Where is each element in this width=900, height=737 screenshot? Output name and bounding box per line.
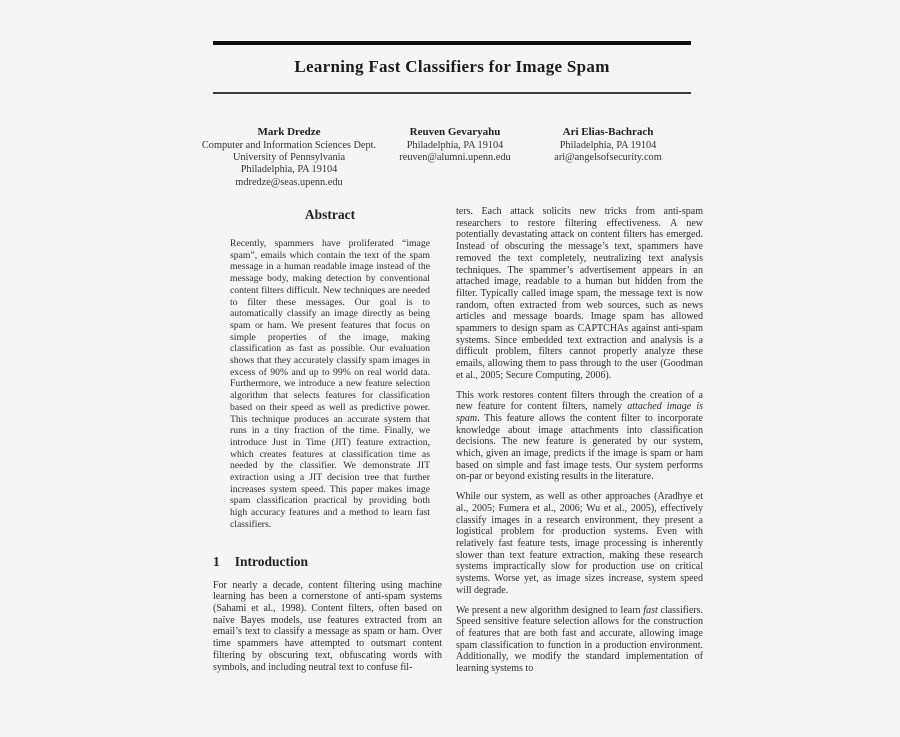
author-block-ari-elias-bachrach xyxy=(517,126,699,164)
section-number: 1 xyxy=(213,553,220,569)
italic-phrase: attached image is spam xyxy=(456,401,703,424)
title-rule-bottom xyxy=(213,92,691,94)
paragraph-text: classifiers. Speed sensitive feature selection allows for the construction of features that are both fast and accurate, allowing image spam classification to function in a production environment. Additionally, we modify the standard implementation of learning systems to xyxy=(456,604,703,675)
author-department: Computer and Information Sciences Dept. xyxy=(201,140,377,151)
author-city: Philadelphia, PA 19104 xyxy=(559,140,657,151)
author-email: ari@angelsofsecurity.com xyxy=(554,152,662,164)
attached-image-feature-paragraph xyxy=(456,390,703,484)
fast-classifiers-paragraph xyxy=(456,605,703,675)
intro-paragraph: For nearly a decade, content filtering using machine learning has been a cornerstone of anti-spam systems (Sahami et al., 1998). Content filters, often based on naïve Bayes models, use features extracted from an email’s text to classify a message as spam or ham. Over time spammers have attempted to outsmart content filtering by obscuring text, obfuscating words with symbols, and including neutral text to confuse fil- xyxy=(213,579,442,673)
author-university: University of Pennsylvania xyxy=(232,152,346,164)
author-email: mdredze@seas.upenn.edu xyxy=(235,176,343,188)
abstract-body: Recently, spammers have proliferated “image spam”, emails which contain the text of the spam message in a human readable image instead of the message body, making detection by conventional content filters difficult. New techniques are needed to filter these messages. Our goal is to automatically classify an image directly as being spam or ham. We present features that focus on simple properties of the image, making classification as fast as possible. Our evaluation shows that they accurately classify spam images in excess of 90% and up to 99% on real world data. Furthermore, we introduce a new feature selection algorithm that selects features for classification based on their speed as well as predictive power. This technique produces an accurate system that runs in a tiny fraction of the time. Finally, we introduce Just in Time (JIT) feature extraction, which creates features at classification time as needed by the classifier. We demonstrate JIT extraction using a JIT decision tree that further increases system speed. This paper makes image spam classification practical by providing both high accuracy features and a method to learn fast classifiers. xyxy=(230,238,430,530)
paragraph-text: We present a new algorithm designed to learn xyxy=(456,604,644,616)
author-block-mark-dredze xyxy=(193,126,385,189)
abstract-heading: Abstract xyxy=(304,207,356,222)
abstract-section xyxy=(230,207,430,531)
author-name: Reuven Gevaryahu xyxy=(409,126,501,138)
author-city: Philadelphia, PA 19104 xyxy=(240,164,338,176)
production-systems-paragraph: While our system, as well as other approaches (Aradhye et al., 2005; Fumera et al., 2006; Wu et al., 2005), effectively classify images in a research environment, they present a logistical problem for production systems. Even with relatively fast feature tests, image processing is inherently slower than text feature extraction, making these research systems impractically slow for production use on critical systems. Worse yet, as image sizes increase, system speed will degrade. xyxy=(456,491,703,596)
title-rule-top xyxy=(213,41,691,45)
author-city: Philadelphia, PA 19104 xyxy=(406,140,504,151)
author-email: reuven@alumni.upenn.edu xyxy=(399,152,511,164)
paragraph-text: This work restores content filters through the creation of a new feature for content filters, namely xyxy=(456,389,703,413)
author-name: Ari Elias-Bachrach xyxy=(562,126,654,138)
paper-title: Learning Fast Classifiers for Image Spam xyxy=(294,57,610,76)
left-column xyxy=(213,203,442,675)
paragraph-text: . This feature allows the content filter to incorporate knowledge about image attachments into classification decisions. The new feature is generated by our system, which, given an image, predicts if the image is spam or ham based on simple and fast image tests. Our system performs on-par or beyond existing results in the literature. xyxy=(456,412,703,483)
right-column xyxy=(456,203,703,675)
italic-phrase: fast xyxy=(643,604,658,616)
two-column-body xyxy=(213,203,703,675)
continuation-paragraph: ters. Each attack solicits new tricks from anti-spam researchers to restore filtering effectiveness. A new potentially devastating attack on content filters has emerged. Instead of obscuring the message’s text, spammers have removed the text completely, neutralizing text analysis techniques. The spammer’s advertisement appears in an attached image, readable to a human but hidden from the filter. Typically called image spam, the message text is now random, often extracted from web sources, such as news articles and message boards. Image spam has allowed spammers to design spam as CAPTCHAs against anti-spam systems. Since embedded text extraction and analysis is a difficult problem, filters cannot properly analyze these emails, allowing them to pass through to the user (Goodman et al., 2005; Secure Computing, 2006). xyxy=(456,206,703,381)
section-1-heading xyxy=(213,554,442,570)
section-title: Introduction xyxy=(234,553,309,569)
author-name: Mark Dredze xyxy=(257,126,321,138)
